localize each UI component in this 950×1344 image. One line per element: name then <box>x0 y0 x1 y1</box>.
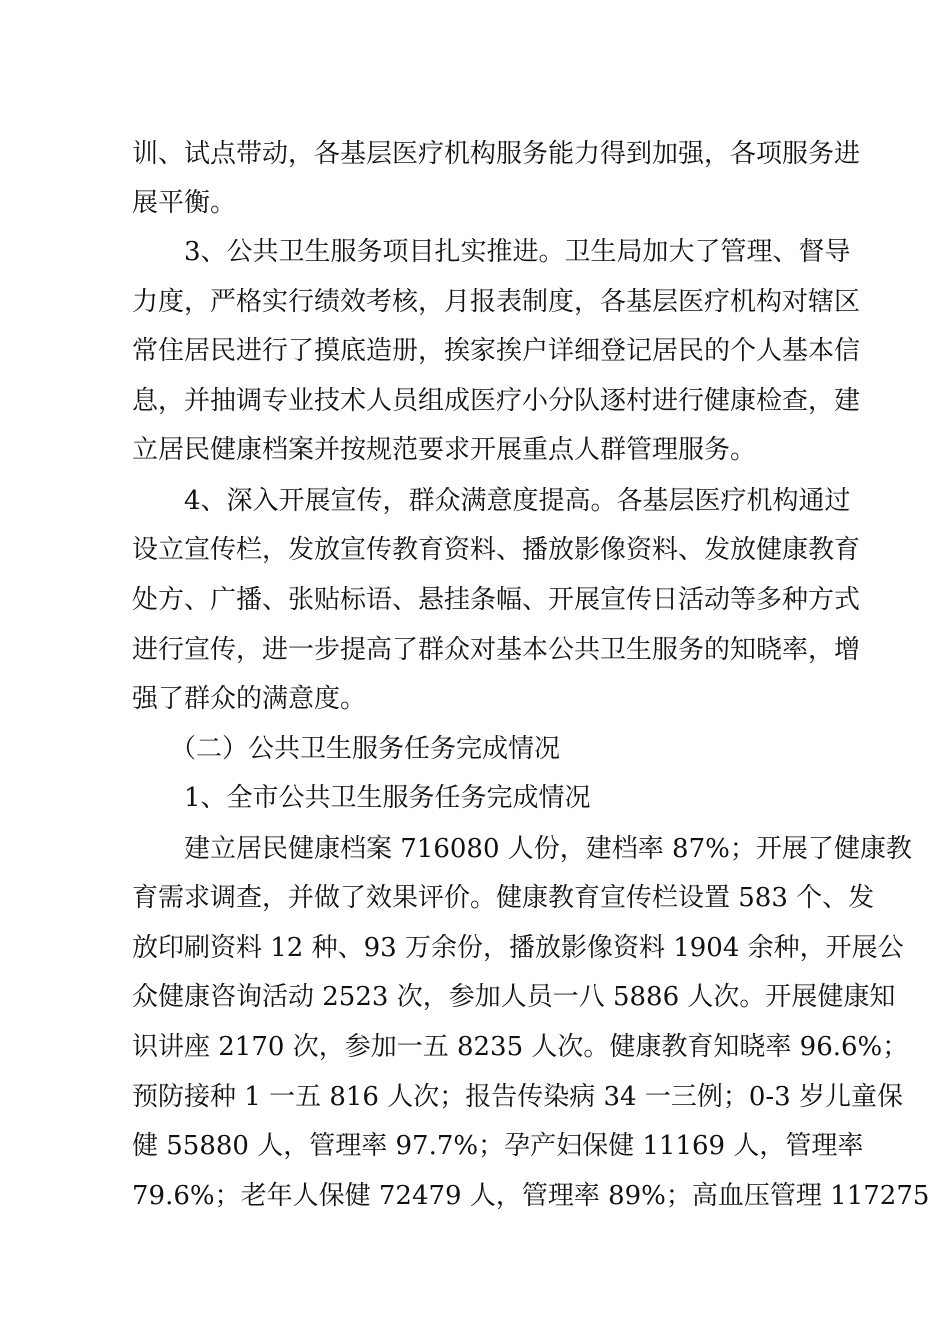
text-line: 强了群众的满意度。 <box>132 684 367 714</box>
paragraph-heading: 3、公共卫生服务项目扎实推进。卫生局加大了管理、督导 <box>184 237 851 267</box>
section-heading: （二）公共卫生服务任务完成情况 <box>170 734 561 764</box>
paragraph-heading: 4、深入开展宣传，群众满意度提高。各基层医疗机构通过 <box>184 486 851 516</box>
text-line: 预防接种 1 一五 816 人次；报告传染病 34 一三例；0-3 岁儿童保 <box>132 1082 903 1112</box>
subsection-heading: 1、全市公共卫生服务任务完成情况 <box>184 783 591 813</box>
text-line: 常住居民进行了摸底造册，挨家挨户详细登记居民的个人基本信 <box>132 336 861 366</box>
text-line: 建立居民健康档案 716080 人份，建档率 87%；开展了健康教 <box>184 834 912 864</box>
text-line: 进行宣传，进一步提高了群众对基本公共卫生服务的知晓率，增 <box>132 635 861 665</box>
text-line: 识讲座 2170 次，参加一五 8235 人次。健康教育知晓率 96.6%； <box>132 1032 909 1062</box>
text-line: 立居民健康档案并按规范要求开展重点人群管理服务。 <box>132 435 757 465</box>
text-line: 众健康咨询活动 2523 次，参加人员一八 5886 人次。开展健康知 <box>132 982 896 1012</box>
text-line: 设立宣传栏，发放宣传教育资料、播放影像资料、发放健康教育 <box>132 535 861 565</box>
text-line: 健 55880 人，管理率 97.7%；孕产妇保健 11169 人，管理率 <box>132 1131 864 1161</box>
text-line: 息，并抽调专业技术人员组成医疗小分队逐村进行健康检查，建 <box>132 386 861 416</box>
text-line: 力度，严格实行绩效考核，月报表制度，各基层医疗机构对辖区 <box>132 287 861 317</box>
text-line: 79.6%；老年人保健 72479 人，管理率 89%；高血压管理 117275 <box>132 1181 930 1211</box>
text-line: 放印刷资料 12 种、93 万余份，播放影像资料 1904 余种，开展公 <box>132 933 904 963</box>
text-line: 展平衡。 <box>132 188 237 218</box>
text-line: 育需求调查，并做了效果评价。健康教育宣传栏设置 583 个、发 <box>132 883 875 913</box>
text-line: 训、试点带动，各基层医疗机构服务能力得到加强，各项服务进 <box>132 139 861 169</box>
text-line: 处方、广播、张贴标语、悬挂条幅、开展宣传日活动等多种方式 <box>132 585 861 615</box>
